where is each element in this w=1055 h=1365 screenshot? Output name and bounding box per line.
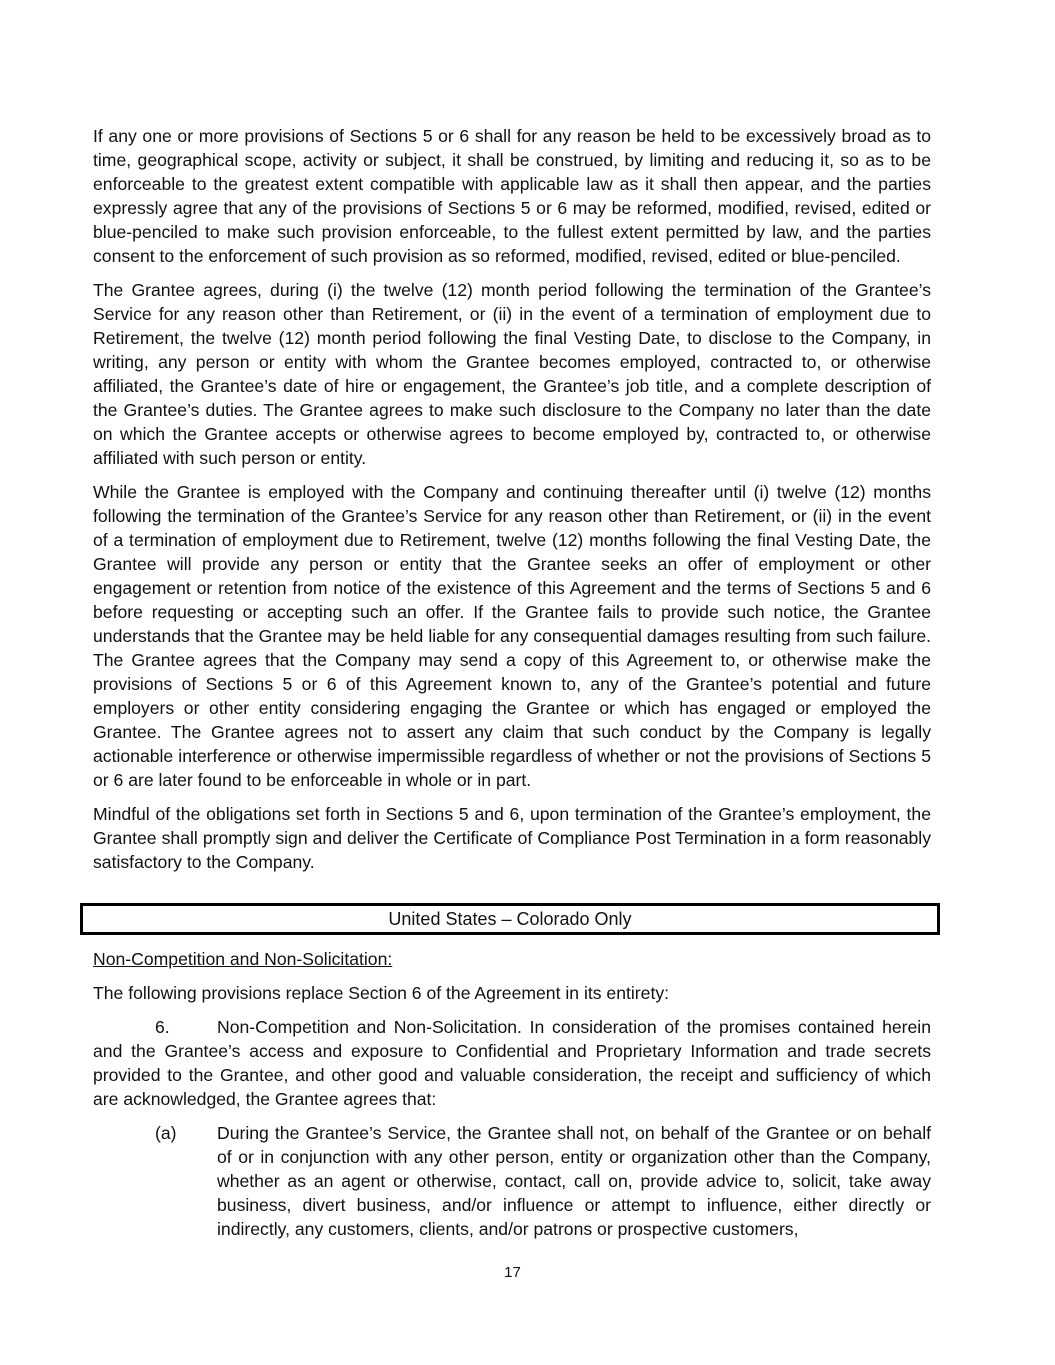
paragraph-disclosure: The Grantee agrees, during (i) the twelve (12) month period following the termination of the Grantee’s Service for any reason other than Retirement, or (ii) in the event of a termination of employment due to Retirement, the twelve (12) month period following the final Vesting Date, to disclose to the Company, in writing, any person or entity with whom the Grantee becomes employed, contracted to, or otherwise affiliated, the Grantee’s date of hire or engagement, the Grantee’s job title, and a complete description of the Grantee’s duties. The Grantee agrees to make such disclosure to the Company no later than the date on which the Grantee accepts or otherwise agrees to become employed by, contracted to, or otherwise affiliated with such person or entity.	[93, 280, 931, 468]
colorado-section	[93, 947, 931, 1241]
paragraph-certificate: Mindful of the obligations set forth in Sections 5 and 6, upon termination of the Grantee’s employment, the Grantee shall promptly sign and deliver the Certificate of Compliance Post Termination in a form reasonably satisfactory to the Company.	[93, 804, 931, 872]
item-a	[93, 1121, 931, 1241]
page-number: 17	[504, 1264, 521, 1281]
section-number: 6.	[155, 1017, 170, 1037]
document-body	[93, 124, 931, 884]
section-heading: Non-Competition and Non-Solicitation:	[93, 949, 393, 969]
paragraph-reformation: If any one or more provisions of Sections 5 or 6 shall for any reason be held to be excessively broad as to time, geographical scope, activity or subject, it shall be construed, by limiting and reducing it, so as to be enforceable to the greatest extent compatible with applicable law as it shall then appear, and the parties expressly agree that any of the provisions of Sections 5 or 6 may be reformed, modified, revised, edited or blue-penciled to make such provision enforceable, to the fullest extent permitted by law, and the parties consent to the enforcement of such provision as so reformed, modified, revised, edited or blue-penciled.	[93, 126, 931, 266]
section-text: Non-Competition and Non-Solicitation. In consideration of the promises contained herein and the Grantee’s access and exposure to Confidential and Proprietary Information and trade secrets provided to the Grantee, and other good and valuable consideration, the receipt and sufficiency of which are acknowledged, the Grantee agrees that:	[93, 1017, 931, 1109]
jurisdiction-banner: United States – Colorado Only	[80, 903, 940, 935]
section-6	[93, 1015, 931, 1111]
item-a-label: (a)	[155, 1123, 177, 1143]
item-a-text: During the Grantee’s Service, the Grantee shall not, on behalf of the Grantee or on behalf of or in conjunction with any other person, entity or organization other than the Company, whether as an agent or otherwise, contact, call on, provide advice to, solicit, take away business, divert business, and/or influence or attempt to influence, either directly or indirectly, any customers, clients, and/or patrons or prospective customers,	[217, 1123, 931, 1239]
paragraph-notice: While the Grantee is employed with the Company and continuing thereafter until (i) twelve (12) months following the termination of the Grantee’s Service for any reason other than Retirement, or (ii) in the event of a termination of employment due to Retirement, twelve (12) months following the final Vesting Date, the Grantee will provide any person or entity that the Grantee seeks an offer of employment or other engagement or retention from notice of the existence of this Agreement and the terms of Sections 5 and 6 before requesting or accepting such an offer. If the Grantee fails to provide such notice, the Grantee understands that the Grantee may be held liable for any consequential damages resulting from such failure. The Grantee agrees that the Company may send a copy of this Agreement to, or otherwise make the provisions of Sections 5 or 6 of this Agreement known to, any of the Grantee’s potential and future employers or other entity considering engaging the Grantee or which has engaged or employed the Grantee. The Grantee agrees not to assert any claim that such conduct by the Company is legally actionable interference or otherwise impermissible regardless of whether or not the provisions of Sections 5 or 6 are later found to be enforceable in whole or in part.	[93, 482, 931, 790]
intro-paragraph: The following provisions replace Section 6 of the Agreement in its entirety:	[93, 983, 670, 1003]
